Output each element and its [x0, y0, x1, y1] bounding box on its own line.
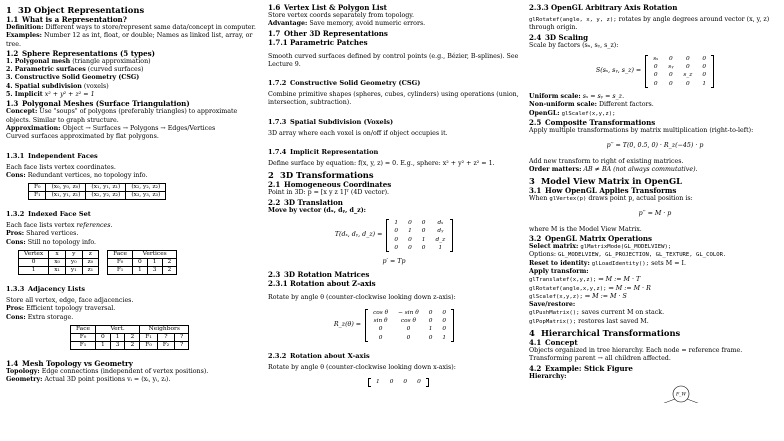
hierarchy-concept-text: Objects organized in tree hierarchy. Each node = reference frame. — [529, 347, 743, 355]
table-row: 1 x₁ y₁ z₁ — [19, 267, 99, 275]
adjacency-pros: Pros: Efficient topology traversal. — [6, 305, 116, 313]
uniform-scale-text: Uniform scale: sₓ = sᵧ = s_z. — [529, 93, 625, 101]
scaling-matrix: S(sₓ, sᵧ, s_z) = sₓ 0 0 0 0 sᵧ 0 0 0 0 s_z 0 0 0 0 1 — [529, 55, 781, 88]
advantage-text: Advantage: Save memory, avoid numeric errors. — [268, 20, 426, 28]
apply-label: Apply transform: — [529, 267, 589, 275]
subsubsection-1-7-3: 1.7.3 Spatial Subdivision (Voxels) — [268, 117, 394, 126]
table-row: F₀ 0 1 2 F₁ ? ? — [71, 333, 189, 341]
nonuniform-scale-text: Non-uniform scale: Different factors. — [529, 101, 654, 109]
subsection-1-4: 1.4 Mesh Topology vs Geometry — [6, 358, 133, 368]
adjacency-text: Store all vertex, edge, face adjacencies. — [6, 297, 134, 305]
csg-text: Combine primitive shapes (spheres, cubes, cylinders) using operations (union, intersection, subtraction). — [268, 91, 519, 107]
subsection-2-1: 2.1 Homogeneous Coordinates — [268, 180, 392, 190]
subsubsection-2-3-3: 2.3.3 OpenGL Arbitrary Axis Rotation — [529, 3, 678, 12]
section-2-heading: 2 3D Transformations — [268, 170, 374, 181]
adjacency-table: Face Vert. Neighbors F₀ 0 1 2 F₁ ? ? F₁ 1 3 2 F₀ F₂ ? — [70, 325, 189, 350]
vertex-list-text: Store vertex coords separately from topology. — [268, 12, 415, 19]
column-3 — [529, 3, 781, 441]
parametric-text: Smooth curved surfaces defined by control points (e.g., Bézier, B-splines). See Lecture 9. — [268, 52, 519, 68]
how-applies-text: When glVertex(p) draws point p, actual position is: — [529, 195, 693, 203]
face-table: Face Vertices F₀ 0 1 2 F₁ 1 3 2 — [107, 250, 177, 275]
voxel-text: 3D array where each voxel is on/off if object occupies it. — [268, 129, 448, 137]
tree-root-label: F_W — [676, 392, 686, 398]
independent-faces-cons: Cons: Redundant vertices, no topology info. — [6, 171, 148, 179]
topology-text: Topology: Edge connections (independent of vertex positions). — [6, 367, 209, 375]
tree-edge — [659, 399, 675, 403]
hierarchy-concept-text2: Transforming parent → all children affected. — [529, 355, 671, 363]
subsection-1-3: 1.3 Polygonal Meshes (Surface Triangulation) — [6, 99, 190, 109]
subsection-3-2: 3.2 OpenGL Matrix Operations — [529, 234, 653, 244]
independent-faces-table — [28, 183, 166, 200]
subsection-3-1: 3.1 How OpenGL Applies Transforms — [529, 186, 677, 196]
pop-text: glPopMatrix(); restores last saved M. — [529, 317, 649, 325]
translation-matrix: T(dₓ, dᵧ, d_z) = 1 0 0 dₓ 0 1 0 dᵧ 0 0 1 d_z 0 0 0 1 — [268, 219, 520, 252]
implicit-text: Define surface by equation: f(x, y, z) = 0. E.g., sphere: x² + y² + z² = 1. — [268, 160, 495, 168]
save-restore-label: Save/restore: — [529, 301, 576, 309]
tree-edge — [687, 399, 703, 403]
table-row: F₁ 1 3 2 — [108, 267, 177, 275]
subsubsection-1-7-4: 1.7.4 Implicit Representation — [268, 148, 379, 157]
examples-text: Examples: Number 12 as int, float, or double; Names as linked list, array, or tree. — [6, 32, 253, 48]
column-1 — [6, 3, 260, 441]
subsection-1-1: 1.1 What is a Representation? — [6, 15, 127, 24]
table-row: F₀ (x₀, y₀, z₀) (x₁, y₁, z₁) (x₂, y₂, z₂) — [29, 184, 166, 192]
reset-text: Reset to identity: glLoadIdentity(); sets M = I. — [529, 259, 686, 267]
approximation-line2: Curved surfaces approximated by flat polygons. — [6, 133, 159, 141]
subsection-2-5: 2.5 Composite Transformations — [529, 117, 656, 127]
rotation-z-text: Rotate by angle θ (counter-clockwise looking down z-axis): — [268, 294, 456, 302]
table-row: F₀ 0 1 2 — [108, 259, 177, 267]
modelview-equation: p′′ = M · p — [638, 210, 672, 218]
add-transform-text: Add new transform to right of existing matrices. — [529, 157, 684, 165]
approximation-text: Approximation: Object → Surfaces → Polygons → Edges/Vertices — [6, 124, 216, 132]
gl-rotate-text: glRotatef(angle, x, y, z); rotates by angle degrees around vector (x, y, z) through origin. — [529, 16, 770, 32]
tree-svg — [589, 383, 709, 403]
subsubsection-1-3-1: 1.3.1 Independent Faces — [6, 151, 98, 160]
subsubsection-1-7-1: 1.7.1 Parametric Patches — [268, 37, 368, 47]
table-row: F₁ 1 3 2 F₀ F₂ ? — [71, 341, 189, 349]
order-matters-text: Order matters: AB ≠ BA (not always commutative). — [529, 165, 698, 173]
subsubsection-1-7-2: 1.7.2 Constructive Solid Geometry (CSG) — [268, 79, 421, 88]
hierarchy-tree-diagram — [589, 383, 781, 406]
subsubsection-2-3-2: 2.3.2 Rotation about X-axis — [268, 351, 370, 360]
opengl-scale-text: OpenGL: glScalef(x,y,z); — [529, 109, 616, 117]
subsubsection-1-3-3: 1.3.3 Adjacency Lists — [6, 285, 86, 294]
table-row: 0 x₀ y₀ z₀ — [19, 259, 99, 267]
subsection-4-1: 4.1 Concept — [529, 338, 578, 348]
sphere-list: 1. Polygonal mesh (triangle approximation) 2. Parametric surfaces (curved surfaces) 3. Constructive Solid Geometry (CSG) 4. Spatial subdivision (voxels) 5. Implicit x² + y² + z² = 1 — [6, 57, 151, 99]
table-row: F₁ (x₁, y₁, z₁) (x₂, y₂, z₂) (x₃, y₃, z₃) — [29, 192, 166, 200]
column-2 — [268, 3, 520, 441]
translation-label: Move by vector (dₓ, dᵧ, d_z): — [268, 206, 366, 214]
homogeneous-text: Point in 3D: p = [x y z 1]ᵀ (4D vector). — [268, 189, 390, 197]
scaling-text: Scale by factors (sₓ, sᵧ, s_z): — [529, 41, 619, 49]
subsection-1-2: 1.2 Sphere Representations (5 types) — [6, 48, 155, 58]
subsubsection-1-3-2: 1.3.2 Indexed Face Set — [6, 210, 91, 219]
apply-line: glTranslatef(x,y,z); ⇒ M := M · T — [529, 276, 641, 284]
subsection-4-2: 4.2 Example: Stick Figure — [529, 363, 633, 373]
subsection-2-2: 2.2 3D Translation — [268, 197, 343, 207]
section-4-heading: 4 Hierarchical Transformations — [529, 328, 681, 339]
indexed-face-cons: Cons: Still no topology info. — [6, 238, 97, 246]
subsection-1-7: 1.7 Other 3D Representations — [268, 28, 388, 38]
rotation-z-matrix: R_z(θ) = cos θ − sin θ 0 0 sin θ cos θ 0 0 0 0 1 0 0 0 0 1 — [268, 309, 520, 342]
apply-line: glScalef(x,y,z); ⇒ M := M · S — [529, 292, 627, 300]
geometry-text: Geometry: Actual 3D point positions vᵢ = (xᵢ, yᵢ, zᵢ). — [6, 376, 171, 384]
section-1-heading: 1 3D Object Representations — [6, 5, 145, 15]
adjacency-cons: Cons: Extra storage. — [6, 313, 74, 321]
indexed-face-pros: Pros: Shared vertices. — [6, 230, 79, 238]
independent-faces-text: Each face lists vertex coordinates. — [6, 163, 116, 171]
where-text: where M is the Model View Matrix. — [529, 225, 642, 233]
rotation-x-matrix-partial: 1 0 0 0 — [368, 378, 520, 387]
indexed-face-text: Each face lists vertex references. — [6, 222, 113, 230]
select-matrix-text: Select matrix: glMatrixMode(GL_MODELVIEW); — [529, 243, 672, 251]
options-text: Options: GL_MODELVIEW, GL_PROJECTION, GL_TEXTURE, GL_COLOR. — [529, 251, 727, 259]
push-text: glPushMatrix(); saves current M on stack. — [529, 309, 665, 317]
definition-text: Definition: Different ways to store/represent same data/concept in computer. — [6, 24, 256, 31]
composite-text: Apply multiple transformations by matrix multiplication (right-to-left): — [529, 126, 754, 134]
rotation-x-text: Rotate by angle θ (counter-clockwise looking down x-axis): — [268, 363, 456, 371]
hierarchy-label: Hierarchy: — [529, 372, 567, 380]
translation-equation: p′ = Tp — [382, 258, 406, 266]
composite-equation: p′′ = T(0, 0.5, 0) · R_z(−45) · p — [606, 142, 704, 150]
concept-text: Concept: Use "soups" of polygons (preferably triangles) to approximate objects. Similar to graph structure. — [6, 108, 238, 124]
subsubsection-2-3-1: 2.3.1 Rotation about Z-axis — [268, 279, 376, 289]
apply-line: glRotatef(angle,x,y,z); ⇒ M := M · R — [529, 284, 651, 292]
vertex-table: Vertex x y z 0 x₀ y₀ z₀ 1 x₁ y₁ z₁ — [18, 250, 99, 275]
subsection-2-3: 2.3 3D Rotation Matrices — [268, 270, 370, 280]
subsection-2-4: 2.4 3D Scaling — [529, 32, 589, 42]
subsection-1-6: 1.6 Vertex List & Polygon List — [268, 3, 387, 12]
section-3-heading: 3 Model View Matrix in OpenGL — [529, 176, 682, 187]
